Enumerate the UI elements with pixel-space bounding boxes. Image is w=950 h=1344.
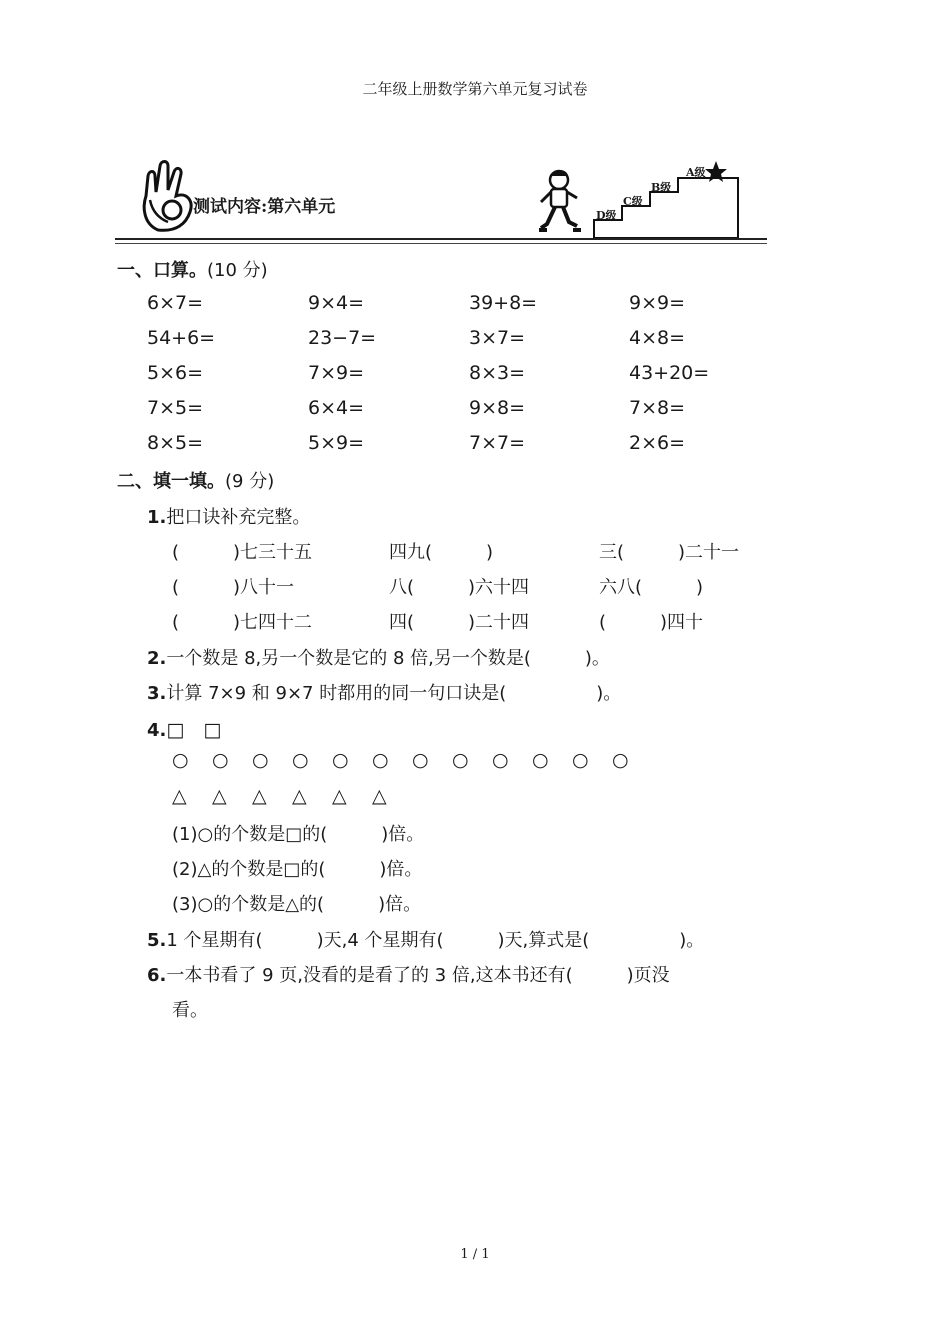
circle-shape: ○ (212, 749, 229, 771)
circle-shape: ○ (292, 749, 309, 771)
oral-calc-r2c2: 23−7= (308, 327, 377, 349)
document-title: 二年级上册数学第六单元复习试卷 (362, 80, 588, 98)
square-shapes: □ □ (166, 719, 222, 741)
level-c-label: C级 (623, 195, 643, 208)
circle-shape: ○ (252, 749, 269, 771)
circle-shape: ○ (332, 749, 349, 771)
section2-title: 二、填一填。 (117, 471, 225, 492)
question-4 (147, 715, 221, 742)
triangle-shape: △ (172, 785, 187, 807)
oral-calc-r4c4: 7×8= (629, 397, 686, 419)
circle-shape: ○ (492, 749, 509, 771)
oral-calc-r1c3: 39+8= (469, 292, 538, 314)
triangle-shape: △ (332, 785, 347, 807)
question-4-sub-3: (3)○的个数是△的( )倍。 (172, 894, 422, 915)
oral-calc-r2c3: 3×7= (469, 327, 526, 349)
section2-heading (117, 467, 274, 493)
oral-calc-r1c1: 6×7= (147, 292, 204, 314)
page-number: 1 / 1 (460, 1247, 490, 1262)
circle-shape: ○ (452, 749, 469, 771)
oral-calc-r2c1: 54+6= (147, 327, 216, 349)
oral-calc-r3c4: 43+20= (629, 362, 710, 384)
header-divider (115, 238, 767, 240)
triangle-shape: △ (252, 785, 267, 807)
oral-calc-r4c3: 9×8= (469, 397, 526, 419)
question-3-number: 3. (147, 683, 167, 704)
section1-points: (10 分) (207, 260, 268, 281)
oral-calc-r3c1: 5×6= (147, 362, 204, 384)
question-5-text: 1 个星期有( )天,4 个星期有( )天,算式是( )。 (166, 930, 705, 951)
oral-calc-r4c1: 7×5= (147, 397, 204, 419)
oral-calc-r5c4: 2×6= (629, 432, 686, 454)
oral-calc-r4c2: 6×4= (308, 397, 365, 419)
rhyme-r1c3: 三( )二十一 (599, 542, 740, 563)
question-2-text: 一个数是 8,另一个数是它的 8 倍,另一个数是( )。 (166, 648, 610, 669)
oral-calc-r2c4: 4×8= (629, 327, 686, 349)
question-6-text-line1: 一本书看了 9 页,没看的是看了的 3 倍,这本书还有( )页没 (166, 965, 670, 986)
question-3-text: 计算 7×9 和 9×7 时都用的同一句口诀是( )。 (166, 683, 622, 704)
section2-points: (9 分) (225, 471, 275, 492)
triangle-shape: △ (292, 785, 307, 807)
question-1-number: 1. (147, 507, 167, 528)
oral-calc-r3c2: 7×9= (308, 362, 365, 384)
ok-hand-icon (138, 160, 198, 236)
question-2-number: 2. (147, 648, 167, 669)
section1-heading (117, 256, 268, 282)
level-d-label: D级 (596, 209, 617, 222)
circle-shape: ○ (532, 749, 549, 771)
circle-shape: ○ (172, 749, 189, 771)
question-4-sub-2: (2)△的个数是□的( )倍。 (172, 859, 423, 880)
rhyme-r2c2: 八( )六十四 (389, 577, 530, 598)
rhyme-r1c2: 四九( ) (389, 542, 494, 563)
test-content-label: 测试内容:第六单元 (193, 197, 336, 217)
oral-calc-r5c2: 5×9= (308, 432, 365, 454)
circle-shape: ○ (372, 749, 389, 771)
rhyme-r1c1: ( )七三十五 (172, 542, 313, 563)
oral-calc-r5c3: 7×7= (469, 432, 526, 454)
question-6-number: 6. (147, 965, 167, 986)
circle-shape: ○ (412, 749, 429, 771)
rhyme-r3c2: 四( )二十四 (389, 612, 530, 633)
question-4-number: 4. (147, 720, 167, 741)
circle-shape: ○ (572, 749, 589, 771)
level-stairs-icon (592, 158, 742, 240)
circle-shape: ○ (612, 749, 629, 771)
level-a-label: A级 (686, 166, 706, 179)
question-6 (147, 961, 670, 987)
question-5-number: 5. (147, 930, 167, 951)
question-4-sub-1: (1)○的个数是□的( )倍。 (172, 824, 425, 845)
rhyme-r2c1: ( )八十一 (172, 577, 295, 598)
question-1 (147, 503, 310, 529)
triangle-shape: △ (372, 785, 387, 807)
question-3 (147, 679, 621, 705)
triangle-shape: △ (212, 785, 227, 807)
oral-calc-r1c2: 9×4= (308, 292, 365, 314)
header-divider-thin (115, 243, 767, 244)
section1-title: 一、口算。 (117, 260, 207, 281)
question-5 (147, 926, 704, 952)
rhyme-r3c1: ( )七四十二 (172, 612, 313, 633)
oral-calc-r5c1: 8×5= (147, 432, 204, 454)
level-b-label: B级 (651, 181, 672, 194)
question-1-text: 把口诀补充完整。 (166, 507, 311, 528)
oral-calc-r1c4: 9×9= (629, 292, 686, 314)
rhyme-r3c3: ( )四十 (599, 612, 704, 633)
question-2 (147, 644, 610, 670)
question-6-text-line2: 看。 (172, 1000, 208, 1021)
rhyme-r2c3: 六八( ) (599, 577, 704, 598)
oral-calc-r3c3: 8×3= (469, 362, 526, 384)
running-boy-icon (537, 168, 582, 238)
